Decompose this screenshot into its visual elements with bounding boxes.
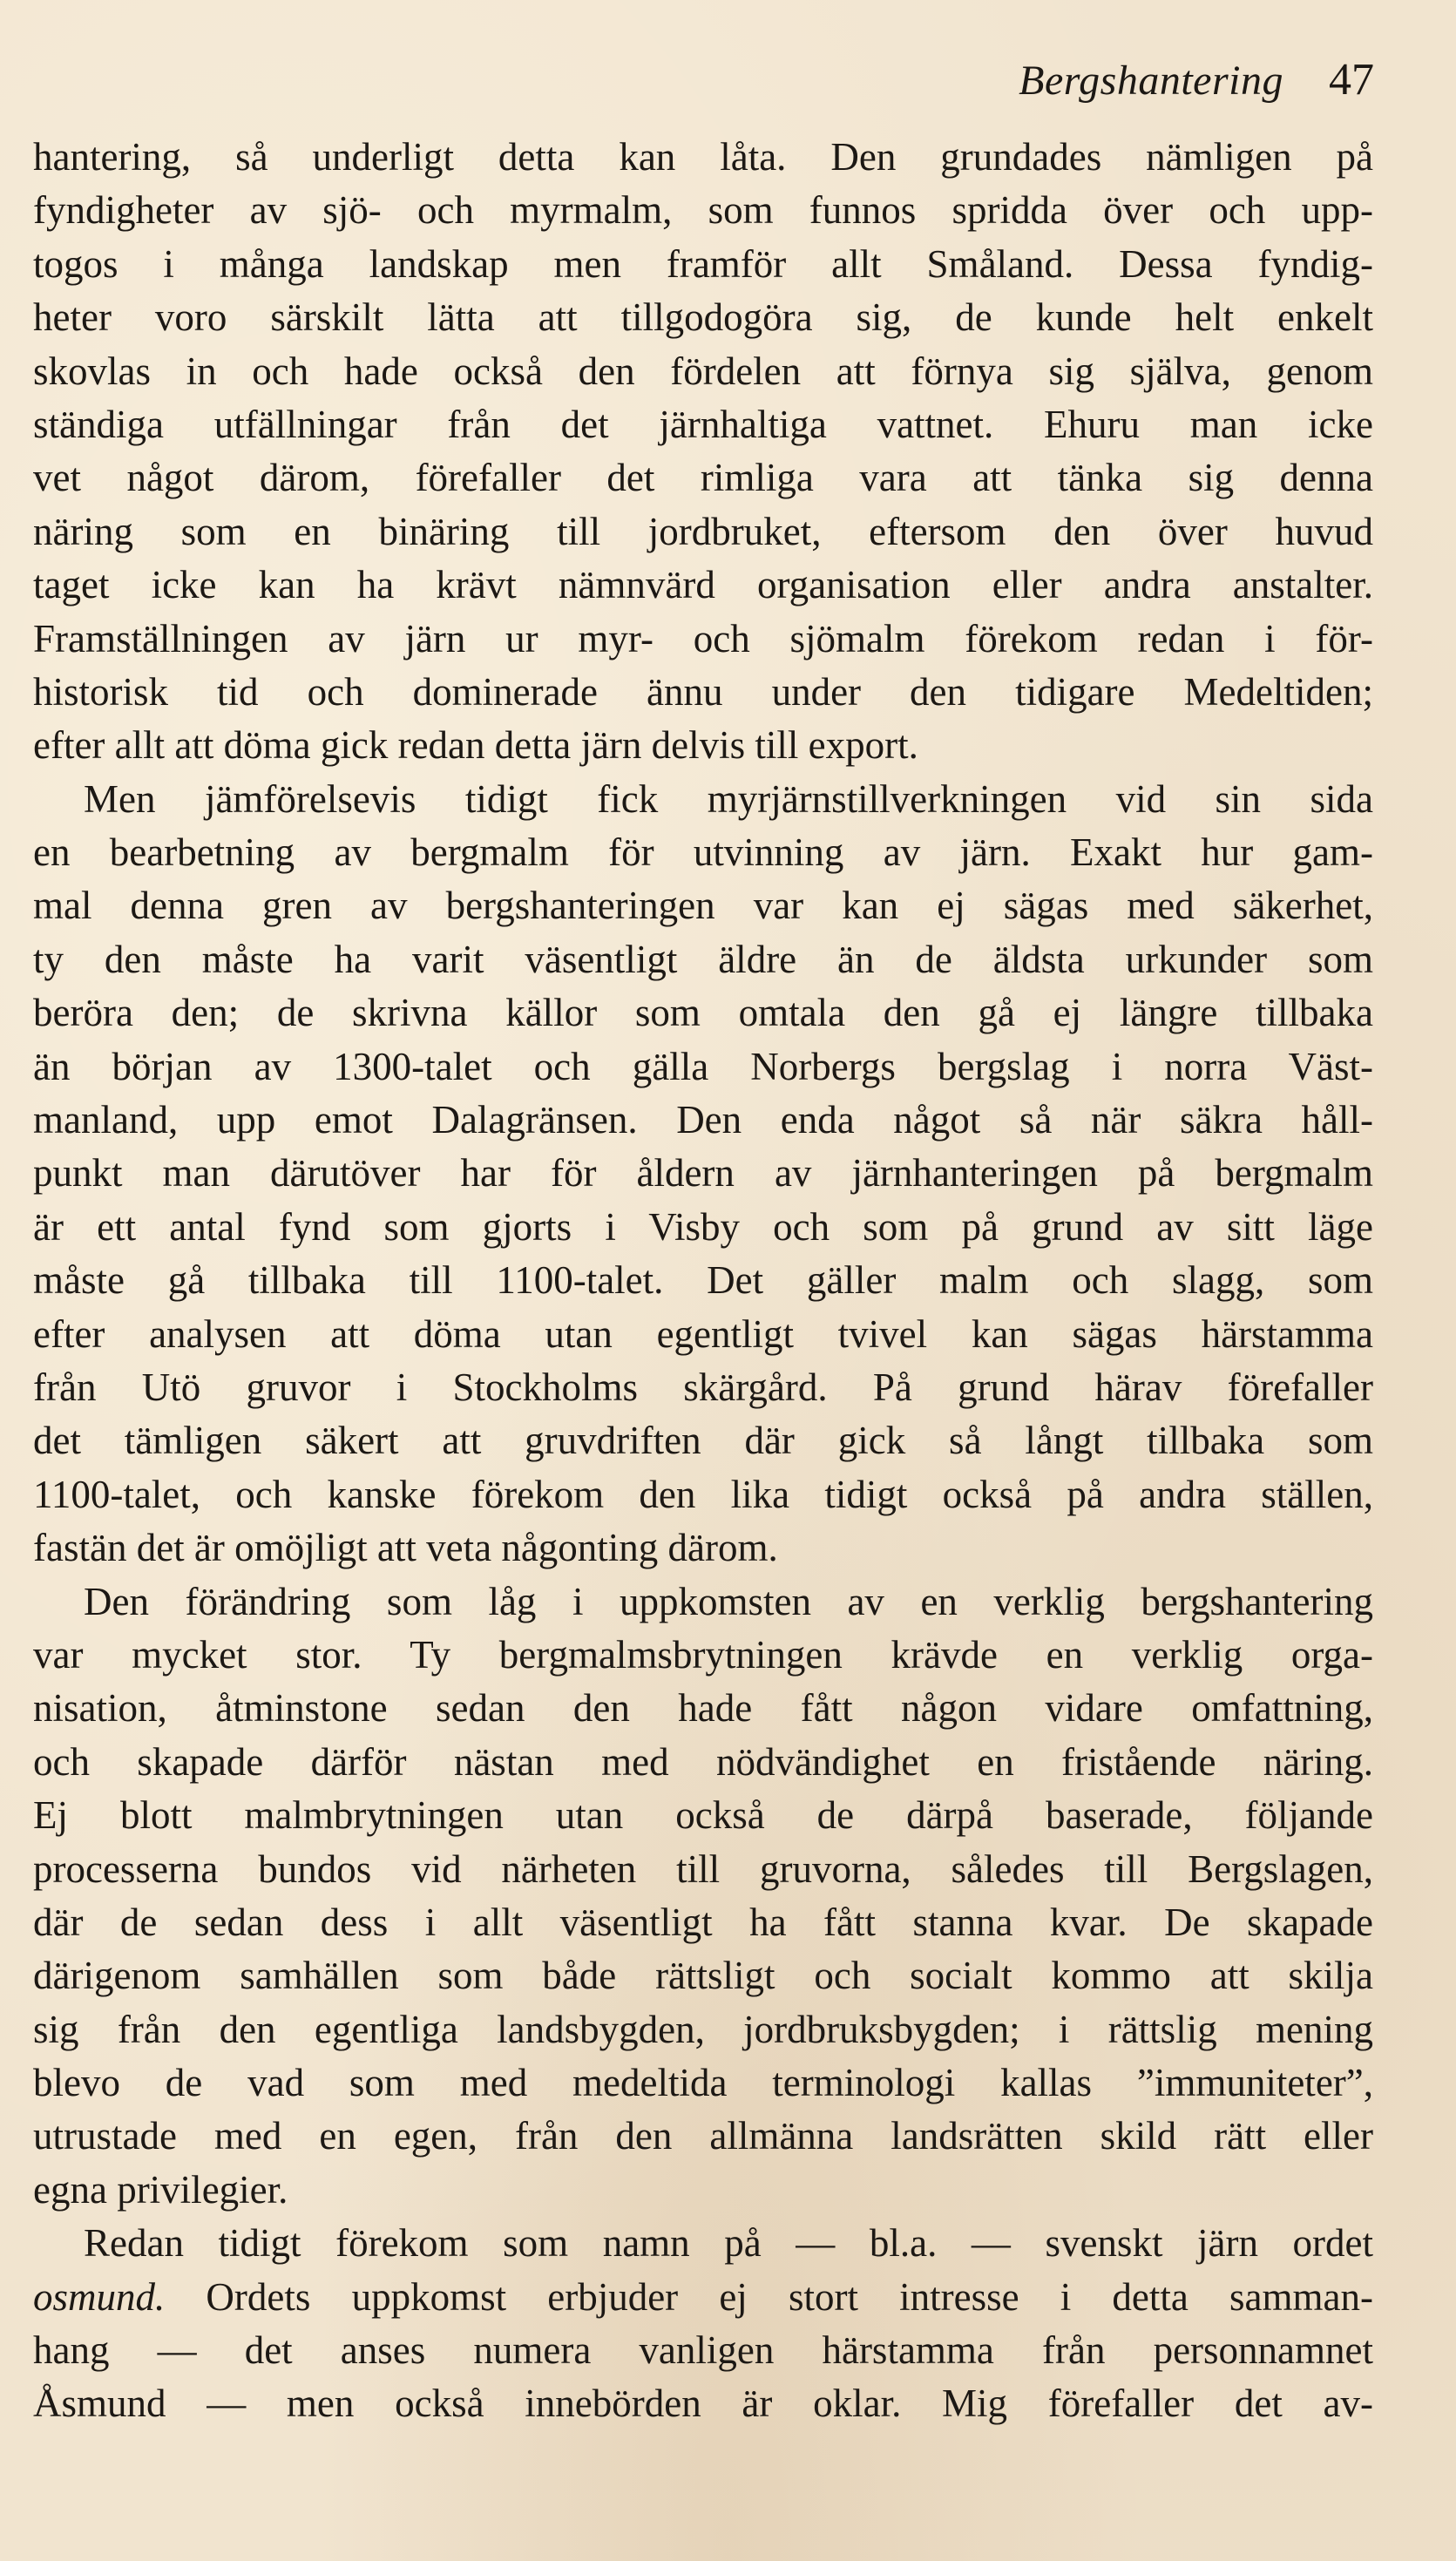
text-line: utrustade med en egen, från den allmänna landsrätten skild rätt eller [33,2114,1373,2158]
running-head [0,54,1374,115]
text-line: beröra den; de skrivna källor som omtala den gå ej längre tillbaka [33,991,1373,1035]
text-line: var mycket stor. Ty bergmalmsbrytningen krävde en verklig orga- [33,1632,1373,1677]
text-line: skovlas in och hade också den fördelen att förnya sig själva, genom [33,349,1373,393]
text-line: är ett antal fynd som gjorts i Visby och som på grund av sitt läge [33,1204,1373,1249]
text-line: punkt man därutöver har för åldern av järnhanteringen på bergmalm [33,1151,1373,1196]
text-line: togos i många landskap men framför allt Småland. Dessa fyndig- [33,241,1373,286]
text-line: nisation, åtminstone sedan den hade fått någon vidare omfattning, [33,1686,1373,1731]
text-line: 1100-talet, och kanske förekom den lika tidigt också på andra ställen, [33,1472,1373,1516]
text-line: osmund. Ordets uppkomst erbjuder ej stort intresse i detta samman- [33,2274,1373,2319]
text-line: heter voro särskilt lätta att tillgodogöra sig, de kunde helt enkelt [33,295,1373,340]
text-line: det tämligen säkert att gruvdriften där gick så långt tillbaka som [33,1419,1373,1463]
text-line: Redan tidigt förekom som namn på — bl.a. — svenskt järn ordet [84,2221,1373,2266]
text-line: historisk tid och dominerade ännu under den tidigare Medeltiden; [33,669,1373,714]
text-line: ständiga utfällningar från det järnhaltiga vattnet. Ehuru man icke [33,402,1373,446]
text-line: egna privilegier. [33,2167,288,2212]
text-line: Men jämförelsevis tidigt fick myrjärnstillverkningen vid sin sida [84,776,1373,821]
text-line: måste gå tillbaka till 1100-talet. Det gäller malm och slagg, som [33,1258,1373,1303]
running-title: Bergshantering [1019,58,1283,104]
text-line: efter analysen att döma utan egentligt tvivel kan sägas härstamma [33,1311,1373,1356]
text-line: manland, upp emot Dalagränsen. Den enda något så när säkra håll- [33,1098,1373,1142]
text-line: fastän det är omöjligt att veta någonting därom. [33,1526,778,1570]
italic-term: osmund. [33,2274,166,2319]
text-line: vet något därom, förefaller det rimliga vara att tänka sig denna [33,456,1373,500]
text-line: därigenom samhällen som både rättsligt och socialt kommo att skilja [33,1954,1373,1998]
text-line: fyndigheter av sjö- och myrmalm, som funnos spridda över och upp- [33,188,1373,233]
body-text [33,131,1373,2431]
text-line: blevo de vad som med medeltida terminologi kallas ”immuniteter”, [33,2061,1373,2105]
text-line: mal denna gren av bergshanteringen var kan ej sägas med säkerhet, [33,884,1373,928]
text-line: en bearbetning av bergmalm för utvinning av järn. Exakt hur gam- [33,830,1373,875]
text-line: Ej blott malmbrytningen utan också de därpå baserade, följande [33,1793,1373,1838]
text-line: ty den måste ha varit väsentligt äldre än de äldsta urkunder som [33,937,1373,981]
page-number: 47 [1329,55,1374,105]
text-line: hantering, så underligt detta kan låta. Den grundades nämligen på [33,135,1373,179]
text-line: Den förändring som låg i uppkomsten av en verklig bergshantering [84,1579,1373,1623]
text-line: från Utö gruvor i Stockholms skärgård. På grund härav förefaller [33,1365,1373,1409]
text-line: näring som en binäring till jordbruket, eftersom den över huvud [33,509,1373,553]
text-line: taget icke kan ha krävt nämnvärd organisation eller andra anstalter. [33,563,1373,607]
text-line: efter allt att döma gick redan detta järn delvis till export. [33,723,918,768]
text-line: än början av 1300-talet och gälla Norbergs bergslag i norra Väst- [33,1044,1373,1088]
text-line: och skapade därför nästan med nödvändighet en fristående näring. [33,1739,1373,1784]
text-line: processerna bundos vid närheten till gruvorna, således till Bergslagen, [33,1846,1373,1891]
text-line: sig från den egentliga landsbygden, jordbruksbygden; i rättslig mening [33,2007,1373,2051]
text-line: Framställningen av järn ur myr- och sjömalm förekom redan i för- [33,616,1373,661]
text-line: där de sedan dess i allt väsentligt ha fått stanna kvar. De skapade [33,1900,1373,1944]
text-line: Åsmund — men också innebörden är oklar. Mig förefaller det av- [33,2381,1373,2426]
text-line: hang — det anses numera vanligen härstamma från personnamnet [33,2328,1373,2373]
